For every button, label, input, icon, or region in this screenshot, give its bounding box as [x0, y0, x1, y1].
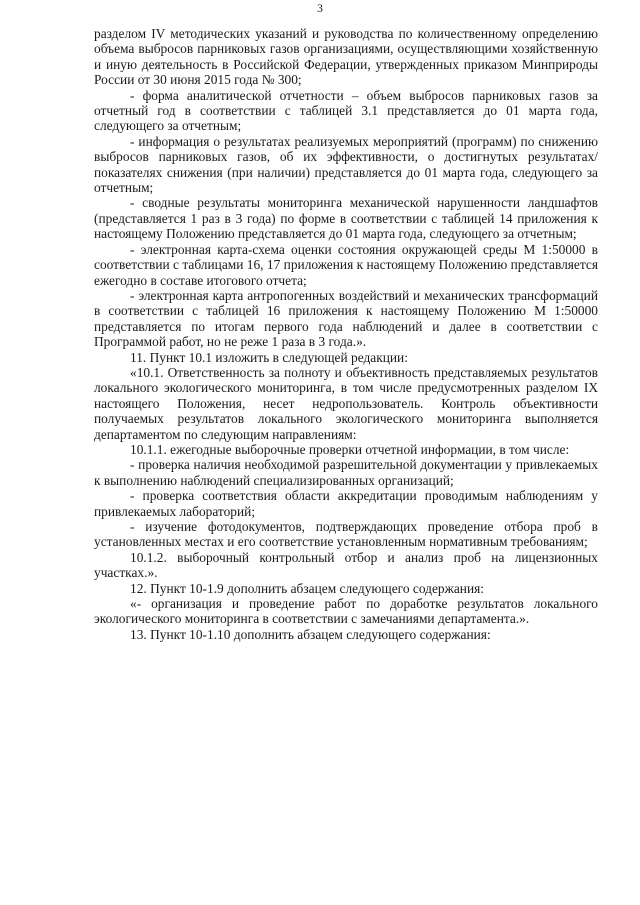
paragraph-quote-addition: «- организация и проведение работ по доработке результатов локального экологического мониторинга в соответствии с замечаниями департамента.». [94, 596, 598, 627]
paragraph-10-1-1: 10.1.1. ежегодные выборочные проверки отчетной информации, в том числе: [130, 441, 570, 457]
list-item-landscape-monitoring: - сводные результаты мониторинга механической нарушенности ландшафтов (представляется 1 раз в 3 года) по форме в соответствии с таблицей 14 приложения к настоящему Положению представляется до 01 марта года, следующего за отчетным; [94, 195, 598, 242]
paragraph-10-1-2: 10.1.2. выборочный контрольный отбор и анализ проб на лицензионных участках.». [94, 549, 598, 581]
list-item-measures-info: - информация о результатах реализуемых мероприятий (программ) по снижению выбросов парниковых газов, об их эффективности, о достигнутых результатах/показателях снижения (при наличии) представляется до 01 марта года, следующего за отчетным; [94, 133, 598, 196]
list-item-anthropogenic-map: - электронная карта антропогенных воздействий и механических трансформаций в соответствии с таблицей 16 приложения к настоящему Положению М 1:50000 представляется по итогам первого года наблюдений и далее в соответствии с Программой работ, но не реже 1 раза в 3 года.». [94, 287, 598, 350]
list-item-permits-check: - проверка наличия необходимой разрешительной документации у привлекаемых к выполнению наблюдений специализированных организаций; [94, 457, 598, 488]
paragraph-item-11: 11. Пункт 10.1 изложить в следующей редакции: [130, 349, 408, 365]
page-number: 3 [317, 3, 323, 15]
list-item-environment-map: - электронная карта-схема оценки состояния окружающей среды М 1:50000 в соответствии с таблицами 16, 17 приложения к настоящему Положению представляется ежегодно в составе итогового отчета; [94, 241, 598, 288]
list-item-photo-docs: - изучение фотодокументов, подтверждающих проведение отбора проб в установленных местах и его соответствие установленным нормативным требованиям; [94, 519, 598, 550]
document-body [94, 26, 598, 642]
paragraph-item-13: 13. Пункт 10-1.10 дополнить абзацем следующего содержания: [130, 626, 491, 642]
paragraph-continuation: разделом IV методических указаний и руководства по количественному определению объема выбросов парниковых газов организациями, осуществляющими хозяйственную и иную деятельность в Российской Федерации, утвержденных приказом Минприроды России от 30 июня 2015 года № 300; [94, 26, 598, 88]
list-item-analytical-report: - форма аналитической отчетности – объем выбросов парниковых газов за отчетный год в соответствии с таблицей 3.1 представляется до 01 марта года, следующего за отчетным; [94, 87, 598, 134]
list-item-accreditation-check: - проверка соответствия области аккредитации проводимым наблюдениям у привлекаемых лабораторий; [94, 488, 598, 519]
paragraph-10-1: «10.1. Ответственность за полноту и объективность представляемых результатов локального экологического мониторинга, в том числе предусмотренных разделом IX настоящего Положения, несет недропользователь. Контроль объективности получаемых результатов локального экологического мониторинга выполняется департаментом по следующим направлениям: [94, 364, 598, 442]
paragraph-item-12: 12. Пункт 10-1.9 дополнить абзацем следующего содержания: [130, 580, 484, 596]
